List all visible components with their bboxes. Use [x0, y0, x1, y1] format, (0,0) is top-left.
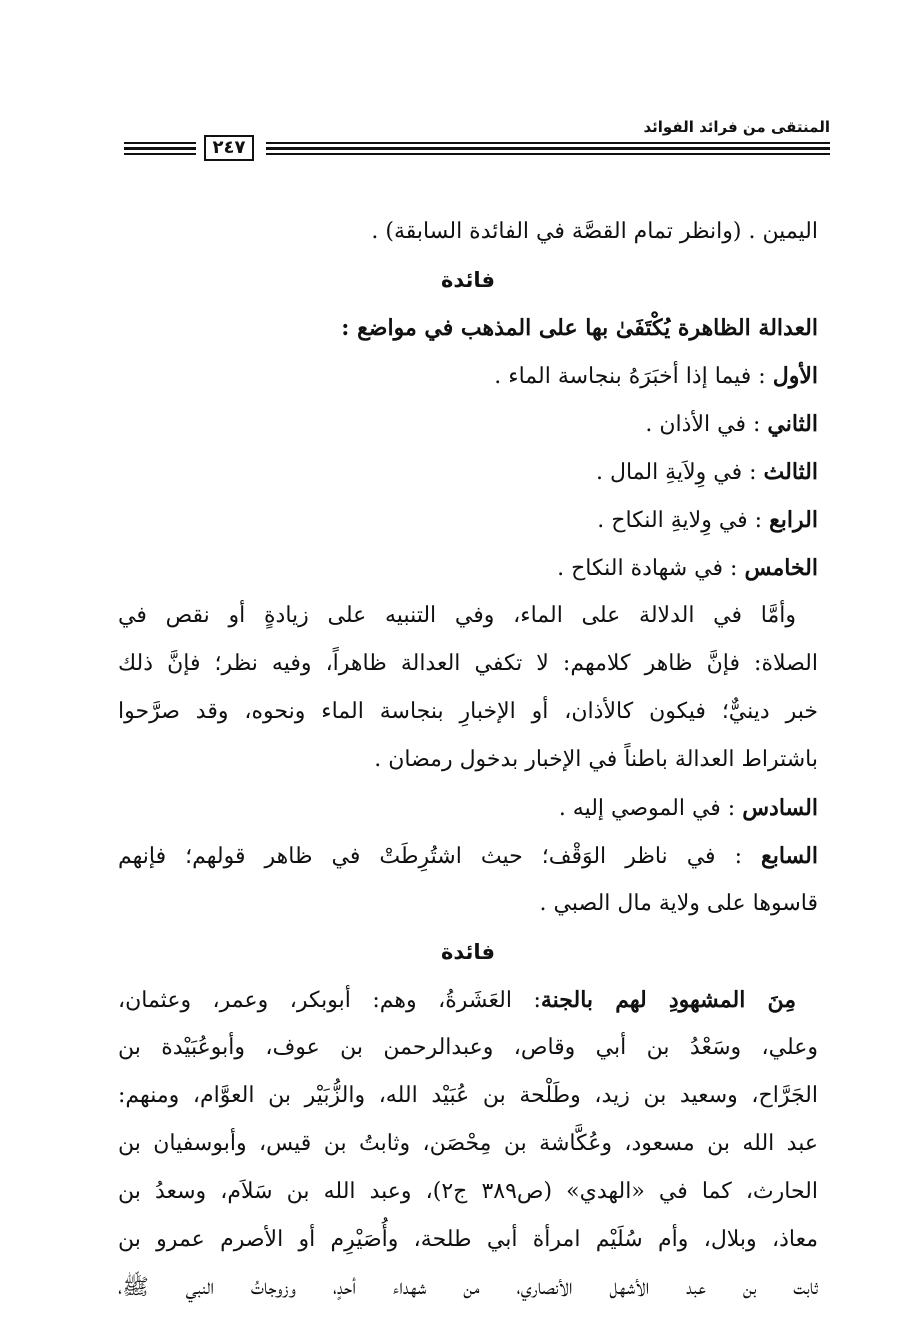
item-text: : في الأذان . — [645, 412, 768, 437]
paragraph-line: باشتراط العدالة باطناً في الإخبار بدخول رمضان . — [374, 747, 818, 772]
header-rule-left-bottom — [124, 153, 196, 155]
item-label: الثالث — [763, 459, 818, 485]
item-label: الأول — [772, 363, 818, 389]
book-title: المنتقى من فرائد الفوائد — [643, 118, 830, 136]
list-item — [118, 400, 818, 448]
page-body — [118, 208, 818, 1312]
paragraph-line: ثابت بن عبد الأشهل الأنصاري، من شهداء أحدٍ، وزوجاتُ النبي ﷺ، — [118, 1275, 818, 1300]
item-text: : في ناظر الوَقْف؛ حيث اشتُرِطَتْ في ظاهر قولهم؛ فإنهم — [118, 844, 762, 869]
item-text: : في شهادة النكاح . — [557, 556, 745, 581]
header-rule-left-top — [124, 142, 196, 144]
item-label: الثاني — [767, 411, 818, 437]
item-text: : في وِلاَيةِ المال . — [595, 460, 764, 485]
page-number: ٢٤٧ — [204, 135, 254, 161]
header-rule-left-mid — [124, 147, 196, 150]
paragraph-line: خبر دينيٌّ؛ فيكون كالأذان، أو الإخبارِ بنجاسة الماء ونحوه، وقد صرَّحوا — [118, 699, 818, 724]
paragraph-line — [118, 976, 818, 1024]
item-text: : في وِلايةِ النكاح . — [597, 508, 770, 533]
list-item — [118, 832, 818, 880]
list-item — [118, 496, 818, 544]
list-item-continuation: قاسوها على ولاية مال الصبي . — [539, 891, 818, 916]
paragraph-line: معاذ، وبلال، وأم سُلَيْم امرأة أبي طلحة، وأُصَيْرِم أو الأصرم عمرو بن — [118, 1227, 818, 1252]
item-label: الرابع — [769, 507, 818, 533]
paragraph-line: وعلي، وسَعْدُ بن أبي وقاص، وعبدالرحمن بن عوف، وأبوعُبَيْدة بن — [118, 1035, 818, 1060]
paragraph-text: : العَشَرةُ، وهم: أبوبكر، وعمر، وعثمان، — [118, 988, 541, 1013]
header-rule-right-bottom — [266, 153, 830, 155]
text-line: اليمين . (وانظر تمام القصَّة في الفائدة السابقة) . — [371, 219, 818, 244]
list-item — [118, 544, 818, 592]
item-text: : فيما إذا أخبَرَهُ بنجاسة الماء . — [494, 364, 773, 389]
header-rule-right-top — [266, 142, 830, 144]
item-label: الخامس — [744, 555, 818, 581]
item-text: : في الموصي إليه . — [558, 796, 743, 821]
list-item — [118, 352, 818, 400]
paragraph-line: وأمَّا في الدلالة على الماء، وفي التنبيه على زيادةٍ أو نقص في — [118, 603, 796, 628]
section-heading: فائدة — [440, 268, 496, 292]
list-item — [118, 784, 818, 832]
intro-line: العدالة الظاهرة يُكْتَفَىٰ بها على المذهب في مواضع : — [341, 315, 818, 341]
paragraph-line: عبد الله بن مسعود، وعُكَّاشة بن مِحْصَن، وثابتُ بن قيس، وأبوسفيان بن — [118, 1131, 818, 1156]
header-rule-right-mid — [266, 147, 830, 150]
paragraph-lead: مِنَ المشهودِ لهم بالجنة — [540, 987, 796, 1013]
list-item — [118, 448, 818, 496]
paragraph-line: الحارث، كما في «الهدي» (ص٣٨٩ ج٢)، وعبد الله بن سَلاَم، وسعدُ بن — [118, 1179, 818, 1204]
section-heading: فائدة — [440, 940, 496, 964]
item-label: السادس — [742, 795, 818, 821]
paragraph-line: الصلاة: فإنَّ ظاهر كلامهم: لا تكفي العدالة ظاهراً، وفيه نظر؛ فإنَّ ذلك — [118, 651, 818, 676]
paragraph-line: الجَرَّاح، وسعيد بن زيد، وطَلْحة بن عُبَيْد الله، والزُّبَيْر بن العوَّام، ومنهم: — [118, 1083, 818, 1108]
running-header — [118, 118, 830, 168]
item-label: السابع — [761, 843, 818, 869]
